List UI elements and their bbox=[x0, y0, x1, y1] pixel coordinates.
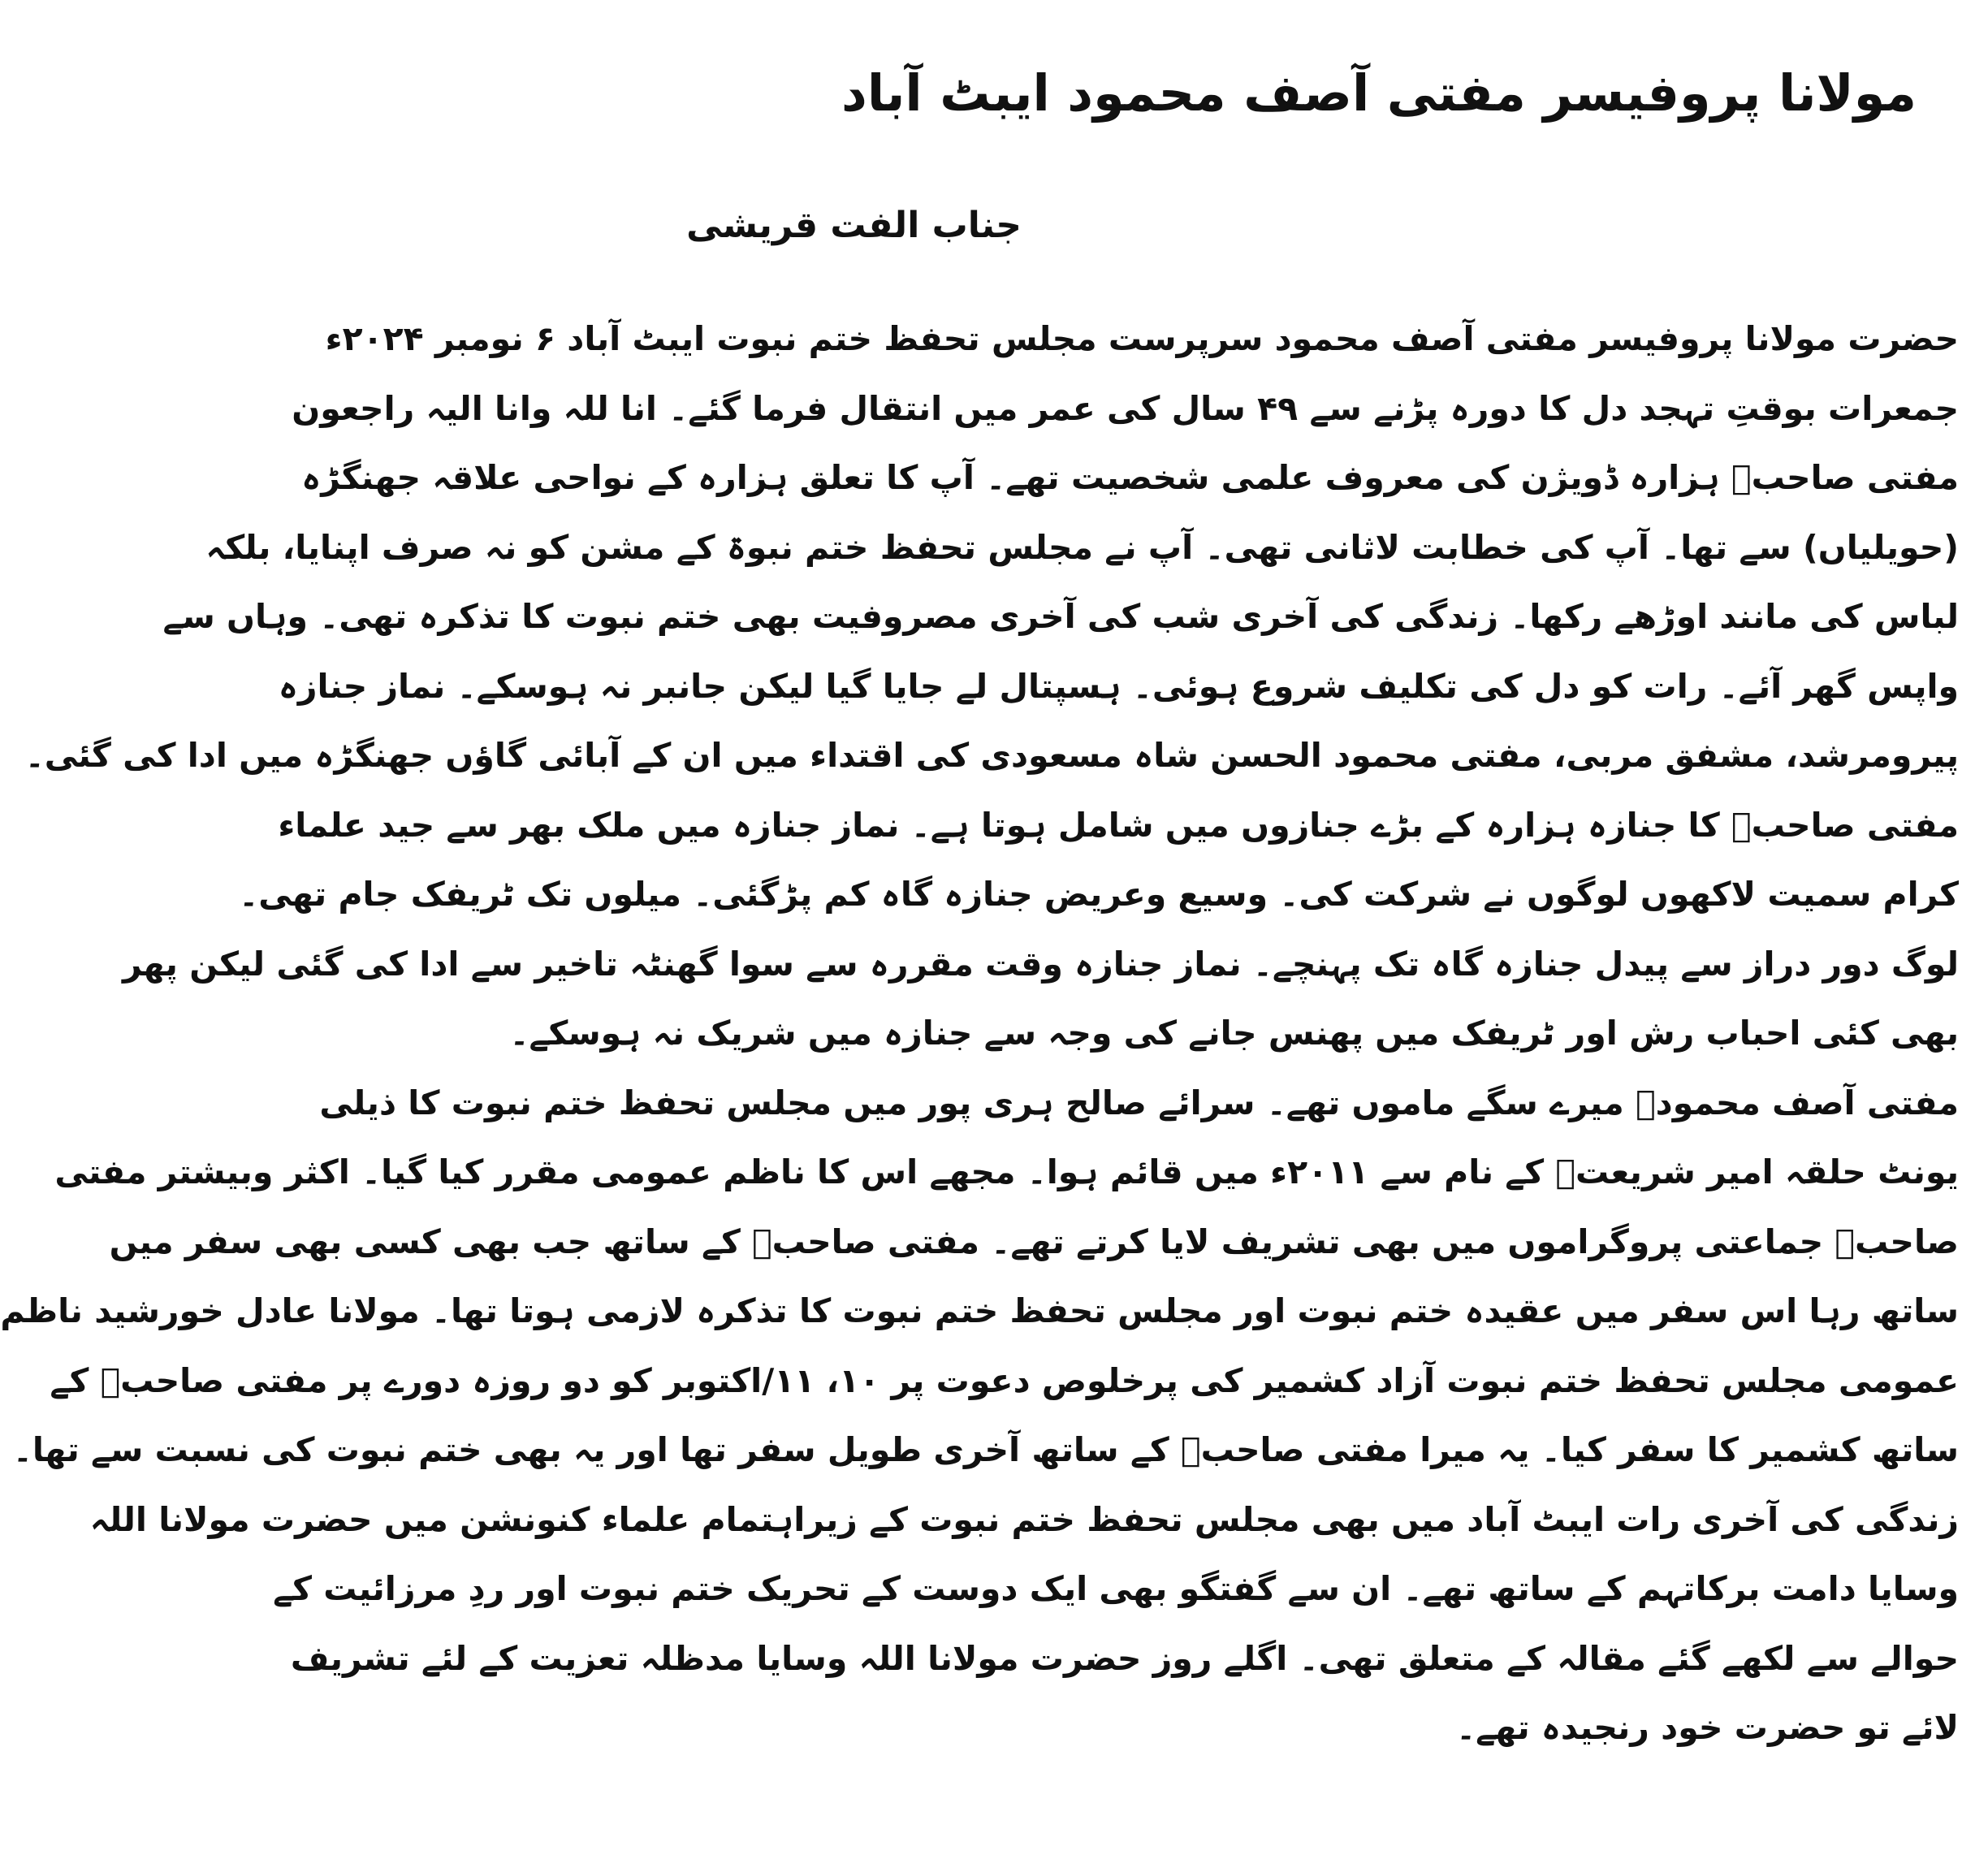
body-line: ساتھ رہا اس سفر میں عقیدہ ختم نبوت اور مجلس تحفظ ختم نبوت کا تذکرہ لازمی ہوتا تھا۔ مولانا عادل خورشید ناظم bbox=[0, 1291, 1959, 1330]
body-line: صاحبؒ جماعتی پروگراموں میں بھی تشریف لایا کرتے تھے۔ مفتی صاحبؒ کے ساتھ جب بھی کسی بھی سفر میں bbox=[109, 1222, 1959, 1261]
document-title: مولانا پروفیسر مفتی آصف محمود ایبٹ آباد bbox=[841, 63, 1917, 123]
body-line: جمعرات بوقتِ تہجد دل کا دورہ پڑنے سے ۴۹ سال کی عمر میں انتقال فرما گئے۔ انا للہ وانا الیہ راجعون bbox=[292, 388, 1959, 428]
body-line: (حویلیاں) سے تھا۔ آپ کی خطابت لاثانی تھی۔ آپ نے مجلس تحفظ ختم نبوۃ کے مشن کو نہ صرف اپنایا، بلکہ bbox=[205, 527, 1959, 567]
body-line: حضرت مولانا پروفیسر مفتی آصف محمود سرپرست مجلس تحفظ ختم نبوت ایبٹ آباد ۶ نومبر ۲۰۲۴ء bbox=[325, 319, 1959, 358]
body-line: لباس کی مانند اوڑھے رکھا۔ زندگی کی آخری شب کی آخری مصروفیت بھی ختم نبوت کا تذکرہ تھی۔ وہاں سے bbox=[162, 597, 1959, 636]
body-line: مفتی صاحبؒ کا جنازہ ہزارہ کے بڑے جنازوں میں شامل ہوتا ہے۔ نماز جنازہ میں ملک بھر سے جید علماء bbox=[278, 805, 1959, 845]
body-line: واپس گھر آئے۔ رات کو دل کی تکلیف شروع ہوئی۔ ہسپتال لے جایا گیا لیکن جانبر نہ ہوسکے۔ نماز جنازہ bbox=[278, 666, 1959, 706]
body-line: بھی کئی احباب رش اور ٹریفک میں پھنس جانے کی وجہ سے جنازہ میں شریک نہ ہوسکے۔ bbox=[509, 1014, 1959, 1053]
body-line: ساتھ کشمیر کا سفر کیا۔ یہ میرا مفتی صاحبؒ کے ساتھ آخری طویل سفر تھا اور یہ بھی ختم نبوت کی نسبت سے تھا۔ bbox=[12, 1430, 1959, 1469]
body-line: مفتی آصف محمودؒ میرے سگے ماموں تھے۔ سرائے صالح ہری پور میں مجلس تحفظ ختم نبوت کا ذیلی bbox=[319, 1083, 1959, 1122]
body-line: لائے تو حضرت خود رنجیدہ تھے۔ bbox=[1456, 1708, 1959, 1747]
body-line: کرام سمیت لاکھوں لوگوں نے شرکت کی۔ وسیع وعریض جنازہ گاہ کم پڑگئی۔ میلوں تک ٹریفک جام تھی۔ bbox=[239, 875, 1959, 914]
body-line: حوالے سے لکھے گئے مقالہ کے متعلق تھی۔ اگلے روز حضرت مولانا اللہ وسایا مدظلہ تعزیت کے لئے تشریف bbox=[290, 1638, 1959, 1678]
document-body bbox=[0, 310, 1959, 1769]
body-line: عمومی مجلس تحفظ ختم نبوت آزاد کشمیر کی پرخلوص دعوت پر ۱۰، ۱۱/اکتوبر کو دو روزہ دورے پر مفتی صاحبؒ کے bbox=[50, 1360, 1959, 1400]
body-line: یونٹ حلقہ امیر شریعتؒ کے نام سے ۲۰۱۱ء میں قائم ہوا۔ مجھے اس کا ناظم عمومی مقرر کیا گیا۔ اکثر وبیشتر مفتی bbox=[54, 1152, 1959, 1191]
body-line: پیرومرشد، مشفق مربی، مفتی محمود الحسن شاہ مسعودی کی اقتداء میں ان کے آبائی گاؤں جھنگڑہ میں ادا کی گئی۔ bbox=[24, 736, 1959, 775]
body-line: وسایا دامت برکاتہم کے ساتھ تھے۔ ان سے گفتگو بھی ایک دوست کے تحریک ختم نبوت اور ردِ مرزائیت کے bbox=[273, 1569, 1959, 1608]
body-line: مفتی صاحبؒ ہزارہ ڈویژن کی معروف علمی شخصیت تھے۔ آپ کا تعلق ہزارہ کے نواحی علاقہ جھنگڑہ bbox=[301, 458, 1959, 497]
author-name: جناب الفت قریشی bbox=[686, 205, 1022, 246]
body-line: لوگ دور دراز سے پیدل جنازہ گاہ تک پہنچے۔ نماز جنازہ وقت مقررہ سے سوا گھنٹہ تاخیر سے ادا کی گئی لیکن پھر bbox=[122, 944, 1959, 984]
body-line: زندگی کی آخری رات ایبٹ آباد میں بھی مجلس تحفظ ختم نبوت کے زیراہتمام علماء کنونشن میں حضرت مولانا اللہ bbox=[89, 1499, 1959, 1539]
